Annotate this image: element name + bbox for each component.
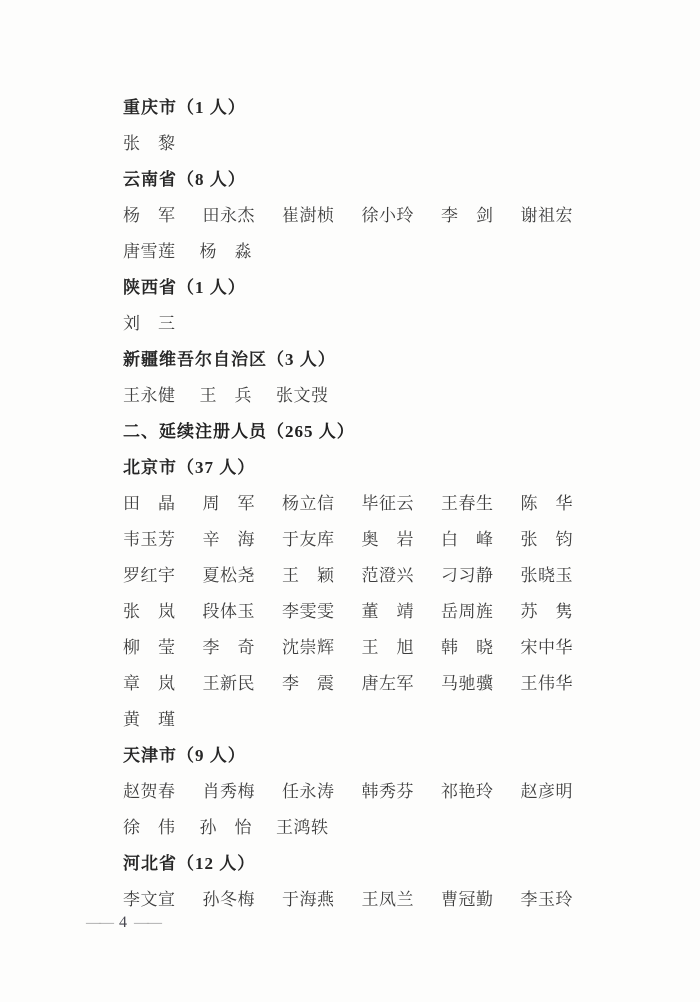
- person-name: 徐 伟: [123, 817, 176, 837]
- person-name: 徐小玲: [361, 205, 414, 225]
- person-name: 赵彦明: [520, 781, 573, 801]
- person-name: 王春生: [441, 493, 494, 513]
- province-heading: 北京市（37 人）: [123, 457, 256, 477]
- names-line: [123, 375, 573, 411]
- province-heading: 重庆市（1 人）: [123, 97, 246, 117]
- person-name: 张 岚: [123, 601, 176, 621]
- footer-right-dash: ——: [134, 914, 160, 931]
- province-heading-line: [123, 447, 573, 483]
- names-line: [123, 627, 573, 663]
- page-content: [123, 87, 573, 915]
- person-name: 王 旭: [361, 637, 414, 657]
- person-name: 田永杰: [202, 205, 255, 225]
- person-name: 韩 晓: [441, 637, 494, 657]
- person-name: 李文宣: [123, 889, 176, 909]
- person-name: 柳 莹: [123, 637, 176, 657]
- names-line: [123, 699, 573, 735]
- person-name: 苏 隽: [520, 601, 573, 621]
- section-heading-line: [123, 411, 573, 447]
- person-name: 罗红宇: [123, 565, 176, 585]
- person-name: 李 剑: [441, 205, 494, 225]
- person-name: 王永健: [123, 385, 176, 405]
- person-name: 赵贺春: [123, 781, 176, 801]
- province-heading-line: [123, 87, 573, 123]
- person-name: 王凤兰: [361, 889, 414, 909]
- person-name: 曹冠勤: [441, 889, 494, 909]
- province-heading: 新疆维吾尔自治区（3 人）: [123, 349, 336, 369]
- person-name: 孙冬梅: [202, 889, 255, 909]
- person-name: 章 岚: [123, 673, 176, 693]
- names-line: [123, 231, 573, 267]
- person-name: 于友库: [282, 529, 335, 549]
- person-name: 李 震: [282, 673, 335, 693]
- person-name: 任永涛: [282, 781, 335, 801]
- person-name: 陈 华: [520, 493, 573, 513]
- person-name: 张晓玉: [520, 565, 573, 585]
- person-name: 于海燕: [282, 889, 335, 909]
- province-heading-line: [123, 735, 573, 771]
- person-name: 杨 淼: [199, 241, 252, 261]
- person-name: 夏松尧: [202, 565, 255, 585]
- page-footer: [86, 914, 160, 932]
- person-name: 李玉玲: [520, 889, 573, 909]
- province-heading: 陕西省（1 人）: [123, 277, 246, 297]
- province-heading-line: [123, 159, 573, 195]
- province-heading: 云南省（8 人）: [123, 169, 246, 189]
- person-name: 杨立信: [282, 493, 335, 513]
- person-name: 祁艳玲: [441, 781, 494, 801]
- province-heading-line: [123, 267, 573, 303]
- person-name: 段体玉: [202, 601, 255, 621]
- person-name: 孙 怡: [199, 817, 252, 837]
- person-name: 宋中华: [520, 637, 573, 657]
- province-heading: 河北省（12 人）: [123, 853, 256, 873]
- person-name: 王 颖: [282, 565, 335, 585]
- names-line: [123, 771, 573, 807]
- person-name: 田 晶: [123, 493, 176, 513]
- province-heading-line: [123, 339, 573, 375]
- person-name: 张 黎: [123, 133, 176, 153]
- names-line: [123, 303, 573, 339]
- person-name: 周 军: [202, 493, 255, 513]
- person-name: 唐左军: [361, 673, 414, 693]
- names-line: [123, 663, 573, 699]
- person-name: 王鸿轶: [276, 817, 329, 837]
- person-name: 王 兵: [199, 385, 252, 405]
- person-name: 沈崇辉: [282, 637, 335, 657]
- person-name: 韩秀芬: [361, 781, 414, 801]
- person-name: 张文弢: [276, 385, 329, 405]
- person-name: 谢祖宏: [520, 205, 573, 225]
- province-heading-line: [123, 843, 573, 879]
- names-line: [123, 879, 573, 915]
- names-line: [123, 483, 573, 519]
- names-line: [123, 807, 573, 843]
- person-name: 张 钧: [520, 529, 573, 549]
- person-name: 范澄兴: [361, 565, 414, 585]
- page-number: 4: [119, 914, 127, 931]
- names-line: [123, 519, 573, 555]
- person-name: 李雯雯: [282, 601, 335, 621]
- person-name: 刘 三: [123, 313, 176, 333]
- person-name: 奥 岩: [361, 529, 414, 549]
- person-name: 刁习静: [441, 565, 494, 585]
- person-name: 辛 海: [202, 529, 255, 549]
- person-name: 李 奇: [202, 637, 255, 657]
- person-name: 白 峰: [441, 529, 494, 549]
- person-name: 韦玉芳: [123, 529, 176, 549]
- footer-left-dash: ——: [86, 914, 112, 931]
- person-name: 马驰骥: [441, 673, 494, 693]
- person-name: 黄 瑾: [123, 709, 176, 729]
- person-name: 岳周旌: [441, 601, 494, 621]
- person-name: 崔澍桢: [282, 205, 335, 225]
- names-line: [123, 123, 573, 159]
- person-name: 王伟华: [520, 673, 573, 693]
- person-name: 董 靖: [361, 601, 414, 621]
- section-heading: 二、延续注册人员（265 人）: [123, 421, 355, 441]
- names-line: [123, 591, 573, 627]
- person-name: 肖秀梅: [202, 781, 255, 801]
- person-name: 王新民: [202, 673, 255, 693]
- province-heading: 天津市（9 人）: [123, 745, 246, 765]
- names-line: [123, 195, 573, 231]
- person-name: 唐雪莲: [123, 241, 176, 261]
- person-name: 毕征云: [361, 493, 414, 513]
- names-line: [123, 555, 573, 591]
- person-name: 杨 军: [123, 205, 176, 225]
